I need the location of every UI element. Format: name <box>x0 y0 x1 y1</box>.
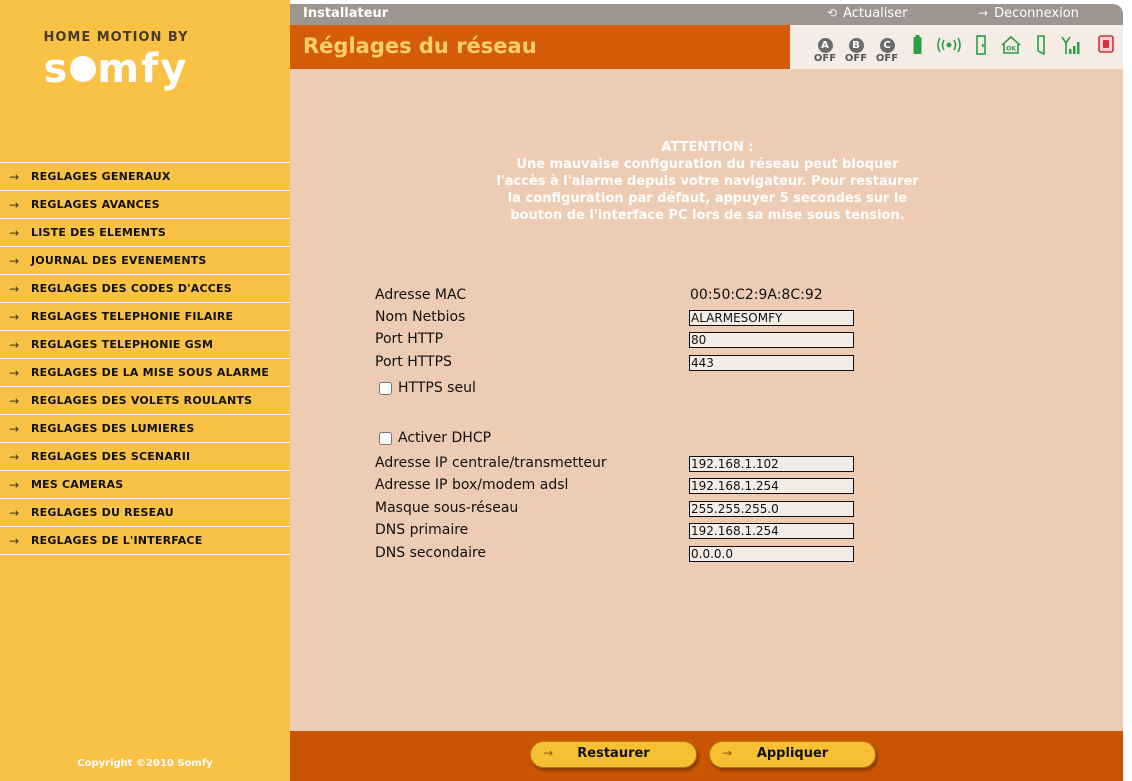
ip-box-input[interactable] <box>689 478 854 494</box>
shutter-icon <box>1036 35 1046 59</box>
copyright: Copyright ©2010 Somfy <box>77 758 213 769</box>
sidebar-item-journal-evenements[interactable] <box>0 247 290 275</box>
svg-text:OK: OK <box>1006 45 1016 53</box>
https-only-checkbox[interactable] <box>379 382 392 395</box>
arrow-right-icon: → <box>9 533 20 548</box>
dns1-input[interactable] <box>689 523 854 539</box>
apply-button-label: Appliquer <box>756 746 829 761</box>
arrow-right-icon: → <box>9 197 20 212</box>
arrow-right-icon: → <box>9 505 20 520</box>
home-ok-icon <box>1000 35 1022 59</box>
sidebar-item-label: REGLAGES DE L'INTERFACE <box>31 534 203 547</box>
title-bar <box>290 25 790 69</box>
http-port-label: Port HTTP <box>375 331 444 347</box>
arrow-right-icon: → <box>9 337 20 352</box>
mac-value: 00:50:C2:9A:8C:92 <box>690 287 823 303</box>
arrow-right-icon: → <box>9 281 20 296</box>
arrow-right-icon: → <box>9 449 20 464</box>
restore-button-label: Restaurer <box>577 746 650 761</box>
netbios-label: Nom Netbios <box>375 309 466 325</box>
https-port-label: Port HTTPS <box>375 354 452 370</box>
refresh-icon: ⟲ <box>827 6 838 20</box>
bottom-bar <box>290 731 1123 781</box>
zone-b-status <box>841 33 871 64</box>
arrow-right-icon: → <box>9 169 20 184</box>
page-title: Réglages du réseau <box>303 34 537 58</box>
restore-button[interactable] <box>530 741 697 768</box>
netmask-label: Masque sous-réseau <box>375 500 519 516</box>
brand-tagline: HOME MOTION BY <box>43 30 189 45</box>
zone-b-state: OFF <box>844 53 868 64</box>
user-role: Installateur <box>303 6 389 21</box>
zone-a-icon: A <box>818 38 833 53</box>
dns1-label: DNS primaire <box>375 522 469 538</box>
sidebar-item-reseau[interactable] <box>0 499 290 527</box>
arrow-right-icon: → <box>9 393 20 408</box>
dns2-label: DNS secondaire <box>375 545 487 561</box>
sidebar-item-label: REGLAGES DES LUMIERES <box>31 422 195 435</box>
sidebar-item-cameras[interactable] <box>0 471 290 499</box>
https-only-label: HTTPS seul <box>398 380 476 396</box>
zone-a-status <box>810 33 840 64</box>
sidebar-item-codes-acces[interactable] <box>0 275 290 303</box>
netmask-input[interactable] <box>689 501 854 517</box>
radio-signal-icon <box>936 37 962 57</box>
alarm-icon <box>1098 35 1114 57</box>
sidebar-item-label: REGLAGES AVANCES <box>31 198 160 211</box>
gsm-signal-icon <box>1060 35 1082 59</box>
logout-link[interactable]: → Deconnexion <box>978 6 1079 21</box>
ip-box-label: Adresse IP box/modem adsl <box>375 477 569 493</box>
dhcp-label: Activer DHCP <box>398 430 492 446</box>
sidebar-item-label: REGLAGES DE LA MISE SOUS ALARME <box>31 366 270 379</box>
ip-central-label: Adresse IP centrale/transmetteur <box>375 455 607 471</box>
top-bar <box>290 4 1123 25</box>
sidebar-item-scenarii[interactable] <box>0 443 290 471</box>
sidebar-item-lumieres[interactable] <box>0 415 290 443</box>
status-bar <box>790 25 1123 69</box>
door-sensor-icon <box>976 35 986 59</box>
https-port-input[interactable] <box>689 355 854 371</box>
sidebar-item-label: REGLAGES TELEPHONIE GSM <box>31 338 214 351</box>
somfy-logo <box>0 30 232 93</box>
zone-c-state: OFF <box>875 53 899 64</box>
sidebar-item-label: REGLAGES DES SCENARII <box>31 450 191 463</box>
sidebar-item-interface[interactable] <box>0 527 290 555</box>
sidebar-item-telephonie-filaire[interactable] <box>0 303 290 331</box>
sidebar-item-label: LISTE DES ELEMENTS <box>31 226 166 239</box>
refresh-link[interactable]: ⟲ Actualiser <box>827 6 908 21</box>
mac-label: Adresse MAC <box>375 287 467 303</box>
zone-a-state: OFF <box>813 53 837 64</box>
sidebar-item-label: JOURNAL DES EVENEMENTS <box>31 254 207 267</box>
sidebar-item-reglages-generaux[interactable] <box>0 163 290 191</box>
warning-title: ATTENTION : <box>661 140 754 155</box>
sidebar-item-label: REGLAGES DU RESEAU <box>31 506 174 519</box>
http-port-input[interactable] <box>689 332 854 348</box>
dns2-input[interactable] <box>689 546 854 562</box>
arrow-right-icon: → <box>9 477 20 492</box>
sidebar-item-mise-sous-alarme[interactable] <box>0 359 290 387</box>
arrow-right-icon: → <box>9 365 20 380</box>
zone-c-icon: C <box>880 38 895 53</box>
sidebar-item-label: REGLAGES DES VOLETS ROULANTS <box>31 394 253 407</box>
brand-name: s mfy <box>43 46 189 92</box>
sidebar-item-label: REGLAGES DES CODES D'ACCES <box>31 282 232 295</box>
brand-dot-icon <box>70 56 96 82</box>
sidebar-item-label: MES CAMERAS <box>31 478 124 491</box>
https-only-option <box>379 380 476 396</box>
sidebar-item-reglages-avances[interactable] <box>0 191 290 219</box>
sidebar-item-volets-roulants[interactable] <box>0 387 290 415</box>
arrow-right-icon: → <box>543 746 554 760</box>
dhcp-checkbox[interactable] <box>379 432 392 445</box>
warning-message <box>495 139 920 224</box>
sidebar-item-telephonie-gsm[interactable] <box>0 331 290 359</box>
arrow-right-icon: → <box>9 225 20 240</box>
arrow-right-icon: → <box>9 309 20 324</box>
dhcp-option <box>379 430 491 446</box>
sidebar-item-liste-elements[interactable] <box>0 219 290 247</box>
arrow-right-icon: → <box>9 253 20 268</box>
sidebar-item-label: REGLAGES TELEPHONIE FILAIRE <box>31 310 234 323</box>
battery-icon <box>913 35 922 59</box>
zone-c-status <box>872 33 902 64</box>
sidebar-item-label: REGLAGES GENERAUX <box>31 170 171 183</box>
ip-central-input[interactable] <box>689 456 854 472</box>
warning-body: Une mauvaise configuration du réseau peut bloquer l'accès à l'alarme depuis votre navigateur. Pour restaurer la configuration par défaut, appuyer 5 secondes sur le bouton de l'interface PC lors de sa mise sous tension. <box>496 157 919 223</box>
arrow-right-icon: → <box>978 6 989 20</box>
sidebar-menu <box>0 162 290 555</box>
apply-button[interactable] <box>709 741 876 768</box>
arrow-right-icon: → <box>9 421 20 436</box>
zone-b-icon: B <box>849 38 864 53</box>
netbios-input[interactable] <box>689 310 854 326</box>
arrow-right-icon: → <box>722 746 733 760</box>
main-content <box>290 69 1123 731</box>
sidebar <box>0 0 290 781</box>
